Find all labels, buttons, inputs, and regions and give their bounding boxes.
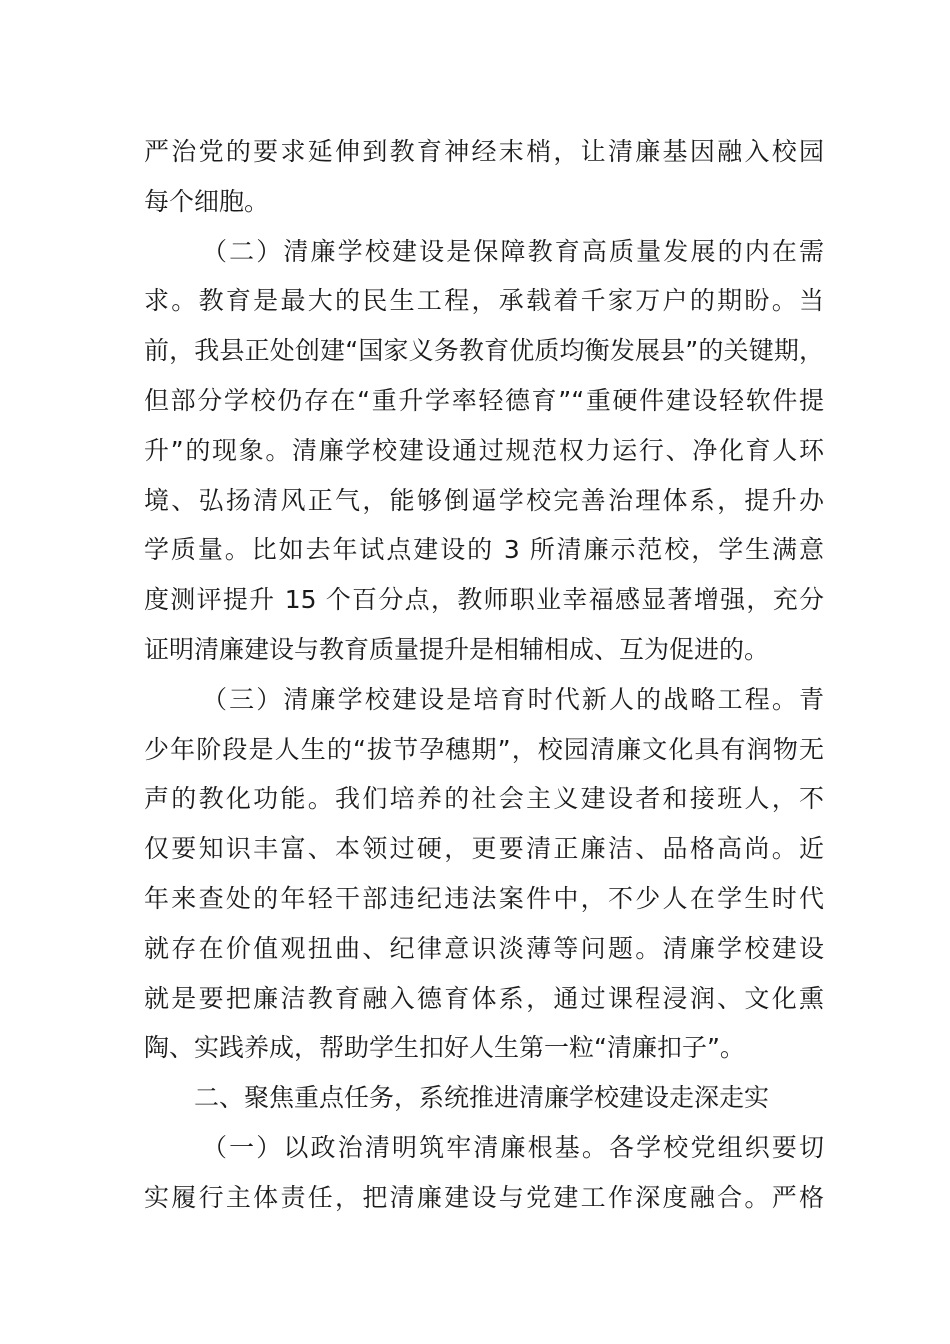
text-line: 就是要把廉洁教育融入德育体系，通过课程浸润、文化熏 — [144, 983, 824, 1013]
section-heading: 二、聚焦重点任务，系统推进清廉学校建设走深走实 — [194, 1083, 770, 1113]
text-line: 证明清廉建设与教育质量提升是相辅相成、互为促进的。 — [144, 634, 770, 664]
text-line: 严治党的要求延伸到教育神经末梢，让清廉基因融入校园 — [144, 137, 824, 166]
text-line: 求。教育是最大的民生工程，承载着千家万户的期盼。当 — [144, 286, 824, 316]
text-line: （二）清廉学校建设是保障教育高质量发展的内在需 — [202, 236, 824, 266]
text-line: 就存在价值观扭曲、纪律意识淡薄等问题。清廉学校建设 — [144, 933, 824, 963]
text-line: 陶、实践养成，帮助学生扣好人生第一粒“清廉扣子”。 — [144, 1033, 745, 1063]
text-line: 年来查处的年轻干部违纪违法案件中，不少人在学生时代 — [144, 883, 824, 913]
text-line: 但部分学校仍存在“重升学率轻德育”“重硬件建设轻软件提 — [144, 385, 824, 415]
text-line: 学质量。比如去年试点建设的 3 所清廉示范校，学生满意 — [144, 535, 824, 565]
text-line: 仅要知识丰富、本领过硬，更要清正廉洁、品格高尚。近 — [144, 834, 824, 864]
text-line: （一）以政治清明筑牢清廉根基。各学校党组织要切 — [202, 1132, 824, 1162]
document-body — [144, 127, 824, 1223]
text-line: 前，我县正处创建“国家义务教育优质均衡发展县”的关键期， — [144, 336, 824, 366]
text-line: 声的教化功能。我们培养的社会主义建设者和接班人，不 — [144, 784, 824, 814]
text-line: 度测评提升 15 个百分点，教师职业幸福感显著增强，充分 — [144, 585, 824, 615]
text-line: 境、弘扬清风正气，能够倒逼学校完善治理体系，提升办 — [144, 485, 824, 515]
text-line: 实履行主体责任，把清廉建设与党建工作深度融合。严格 — [144, 1182, 824, 1212]
text-line: 少年阶段是人生的“拔节孕穗期”，校园清廉文化具有润物无 — [144, 734, 824, 764]
text-line: 每个细胞。 — [144, 186, 270, 216]
text-line: （三）清廉学校建设是培育时代新人的战略工程。青 — [202, 684, 824, 714]
text-line: 升”的现象。清廉学校建设通过规范权力运行、净化育人环 — [144, 435, 824, 465]
